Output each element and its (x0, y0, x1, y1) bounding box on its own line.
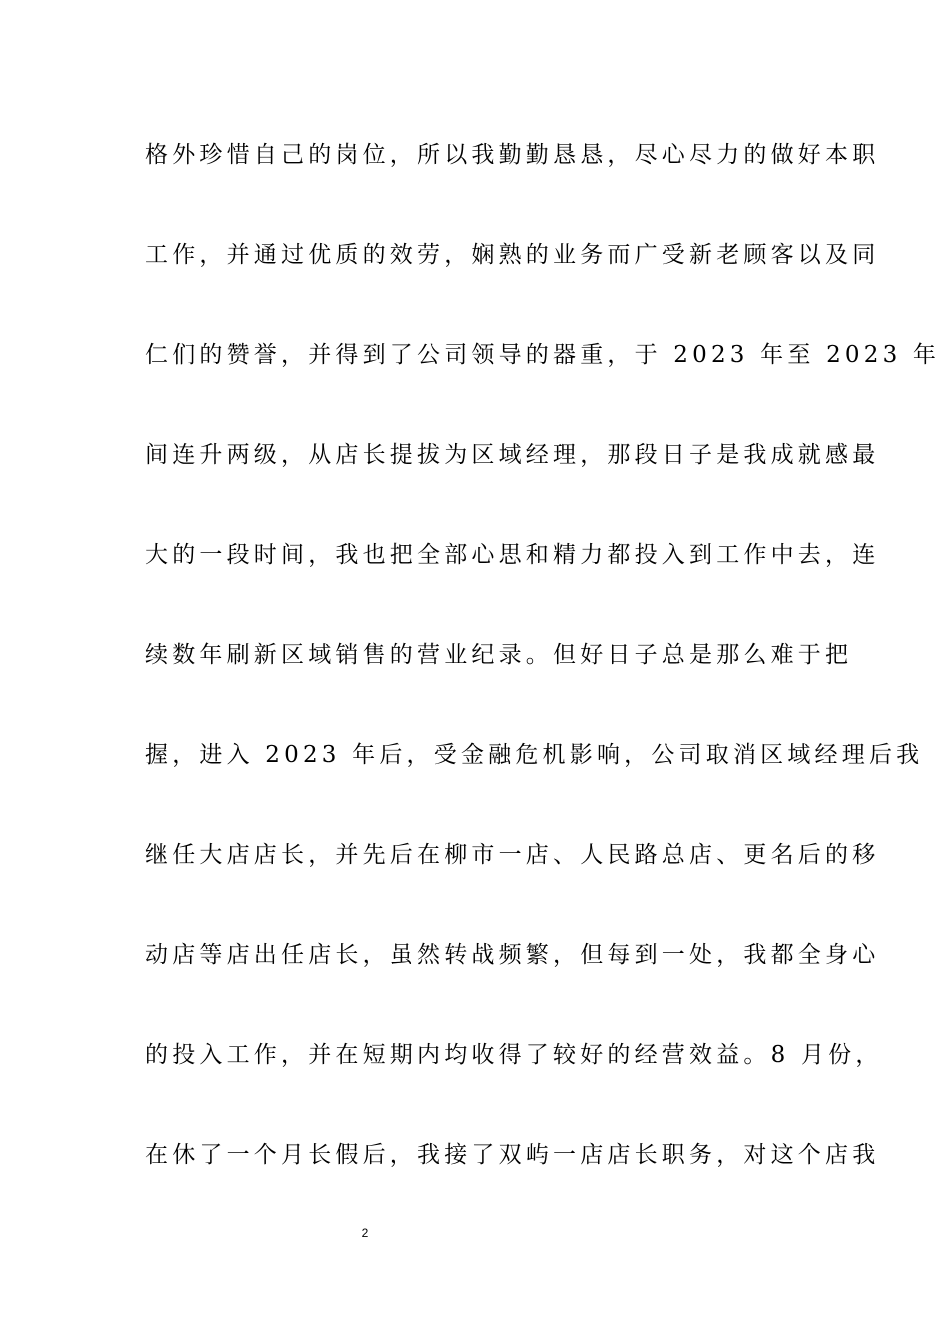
text-line: 握，进入 2023 年后，受金融危机影响，公司取消区域经理后我 (145, 742, 924, 768)
page-number: 2 (361, 1226, 369, 1240)
text-line: 间连升两级，从店长提拔为区域经理，那段日子是我成就感最 (145, 442, 880, 468)
text-line: 仁们的赞誉，并得到了公司领导的器重，于 2023 年至 2023 年 (145, 342, 941, 368)
body-text (145, 130, 941, 1230)
text-line: 续数年刷新区域销售的营业纪录。但好日子总是那么难于把 (145, 642, 853, 668)
text-line: 的投入工作，并在短期内均收得了较好的经营效益。8 月份， (145, 1042, 883, 1068)
text-line: 工作，并通过优质的效劳，娴熟的业务而广受新老顾客以及同 (145, 242, 880, 268)
text-line: 在休了一个月长假后，我接了双屿一店店长职务，对这个店我 (145, 1142, 880, 1168)
text-line: 格外珍惜自己的岗位，所以我勤勤恳恳，尽心尽力的做好本职 (145, 142, 880, 168)
text-line: 大的一段时间，我也把全部心思和精力都投入到工作中去，连 (145, 542, 880, 568)
text-line: 继任大店店长，并先后在柳市一店、人民路总店、更名后的移 (145, 842, 880, 868)
text-line: 动店等店出任店长，虽然转战频繁，但每到一处，我都全身心 (145, 942, 880, 968)
